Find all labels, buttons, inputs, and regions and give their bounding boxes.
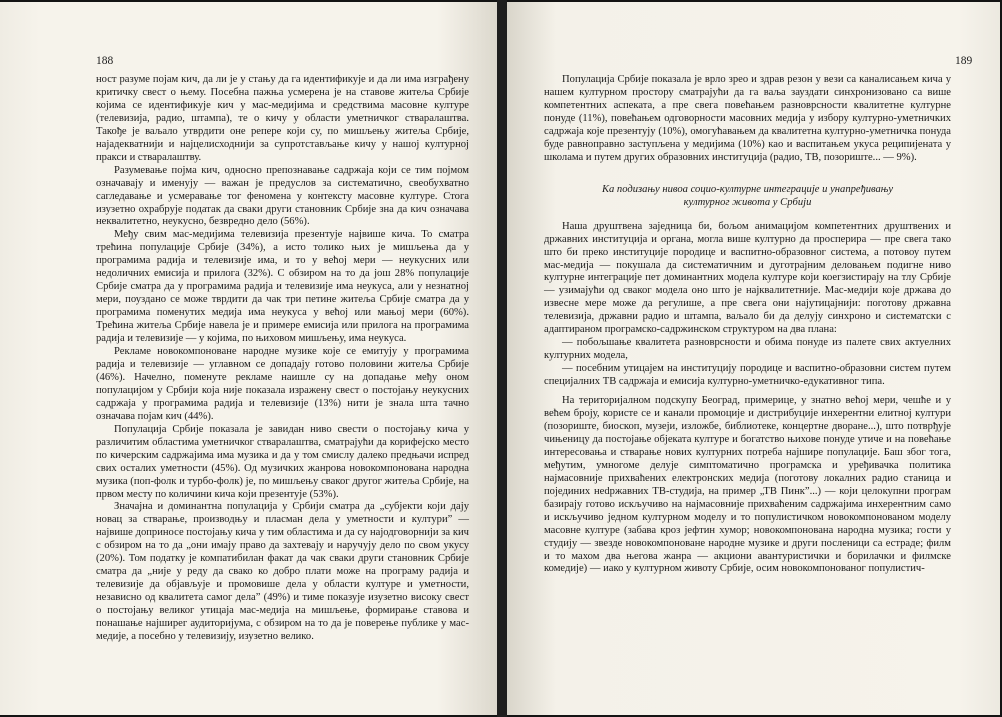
section-heading-line-2: културног живота у Србији — [683, 196, 812, 208]
book-gutter — [497, 0, 507, 717]
right-intro-paragraph: Популација Србије показала је врло зрео и здрав резон у вези са каналисањем кича у нашем културном простору сматрајући да га ваља зауздати синхронизовано са више компетентних аспеката, а пре свега повећањем разноврсности квалитетне културне понуде (11%), повећањем одговорности масовних медија у избору културно-уметничких садржаја које презентују (10%), омогућавањем да квалитетна културно-уметничка понуда буде равноправно заступљена у медијима (10%) као и васпитањем укуса реципијената у школама и путем других образовних институција (радио, ТВ, позориште... — 9%). — [544, 74, 951, 163]
right-page-text — [544, 74, 951, 576]
left-paragraph-1: ност разуме појам кич, да ли је у стању да га идентификује и да ли има изграђену критичку свест о њему. Посебна пажња усмерена је на ставове житеља Србије којима се идентификује кич у мас-медијима и средствима масовне културе (телевизија, радио, штампа), те о кичу у области уметничког стваралаштва. Такође је ваљало утврдити оне репере који су, по мишљењу житеља Србије, најадекватнији и најцелисходнији за супротстављање кичу у нашој културној пракси и стваралаштву. — [96, 74, 469, 163]
left-paragraph-6: Значајна и доминантна популација у Србији сматра да „субјекти који дају новац за стварање, производњу и пласман дела у уметности и култури” — највише доприносе постојању кича у тим областима и да су најодговорнији за кич с обзиром на то да „они имају право да захтевају и наручују дело по свом укусу (20%). Том податку је компатибилан факат да чак сваки други становник Србије сматра да „није у реду да свако ко добро плати може на програму радија и телевизије да објављује и промовише дела у области културе и уметности, независно од квалитета самог дела” (49%) и тиме показује изузетно високу свест о постојању великог утицаја мас-медија на мишљење, формирање ставова и понашање најширег аудиторијума, с обзиром на то да је поверење публике у мас-медије, а посебно у телевизију, изузетно велико. — [96, 501, 469, 642]
left-paragraph-3: Међу свим мас-медијима телевизија презентује највише кича. То сматра трећина популације Србије (34%), а исто толико њих је мишљења да у програмима радија и телевизије има, и то у већој мери — неукусних или недоличних емисија и прилога (32%). С обзиром на то да још 28% популације Србије сматра да у програмима радија и телевизије има неукуса, али у незнатној мери, поуздано се може тврдити да чак три петине житеља Србије сматра да у програмима поменутих медија има неукуса у већој или мањој мери (60%). Трећина житеља Србије навела је и примере емисија или прилога на програмима радија и телевизије — у којима, по њиховом мишљењу, има неукуса. — [96, 229, 469, 345]
section-heading-line-1: Ка подизању нивоа социо-културне интеграције и унапређивању — [601, 183, 894, 195]
left-page-text — [96, 74, 469, 644]
left-page — [0, 2, 497, 715]
page-number-right: 189 — [955, 55, 973, 67]
bullet-item-1: — побољшање квалитета разноврсности и обима понуде из палете свих актуелних културних модела, — [544, 337, 951, 362]
right-page — [507, 2, 1000, 715]
left-paragraph-4: Рекламе новокомпоноване народне музике које се емитују у програмима радија и телевизије — углавном се допадају готово половини житеља Србије (46%). Начелно, поменуте рекламе наишле су на допадање међу оном популацијом у Србији која није показала изражену свест о постојању неукусних садржаја у програмима радија и телевизије (13%) нити је знала шта тачно означава појам кич (44%). — [96, 346, 469, 422]
page-number-left: 188 — [96, 55, 114, 67]
left-paragraph-5: Популација Србије показала је завидан ниво свести о постојању кича у различитим областима уметничког стваралаштва, сматрајући да корифејско место по кичерским садржајима има музика и да у том смислу далеко предњачи испред свих осталих уметности (45%). Од музичких жанрова новокомпонована народна музика (поп-фолк и турбо-фолк) је, по мишљењу сваког другог житеља Србије, на првом месту по количини кича који презентује (53%). — [96, 423, 469, 500]
right-paragraph-1: Наша друштвена заједница би, бољом анимацијом компетентних друштвених и државних институција и органа, могла више културно да просперира — пре свега тако што би преко институције породице и васпитно-образовног система, а потовоу путем мас-медија — покушала да систематичним и дуготрајним деловањем подигне ниво културне интеграције пет доминантних модела културе који коегзистирају на тлу Србије — узимајући од сваког модела оно што је најквалитетније. Мас-медији које држава до извесне мере може да регулише, а пре свега они најутицајнији: поготову државна телевизија, државни радио и штампа, ваљало би да делују синхроно и систематски с адаптираном програмско-садржинском структуром на два плана: — [544, 220, 951, 336]
bullet-item-2: — посебним утицајем на институцију породице и васпитно-образовни систем путем специјалних ТВ садржаја и емисија културно-уметничко-едукативног типа. — [544, 363, 951, 388]
section-heading — [544, 183, 951, 209]
right-paragraph-2: На територијалном подскупу Београд, примерице, у знатно већој мери, чешће и у већем броју, користе се и канали промоције и дистрибуције инхерентни елитној култури (позориште, биоскоп, музеји, изложбе, библиотеке, концертне дворане...), што потврђује чињеницу да постојање објеката културе и богатство њихове понуде утиче и на повећање интересовања и стварање нових културних потреба најшире популације. Баш због тога, међутим, умногоме делује симптоматично програмска и уређивачка политика најмасовније прихваћених електронских медија (поготову локалних радио станица и појединих нedржавних ТВ-студија, на пример „ТВ Пинк”...) — који целокупни програм базирају готово искључиво на најмасовније прихваћеним садржајима инхерентним само и искључиво једном културном моделу и то популистичком новокомпонованом моделу масовне културе (забава кроз јефтин хумор; новокомпонована народна музика; гости у студију — звезде новокомпоноване народне музике и други посленици са естраде; филм и то махом два његова жанра — акциони авантуристички и борилачки и филмске комедије) — иако у културном животу Србије, осим новокомпонованог популистич- — [544, 395, 951, 575]
left-paragraph-2: Разумевање појма кич, односно препознавање садржаја који се тим појмом означавају и именују — важан је предуслов за систематично, свеобухватно сагледавање и усмеравање тог феномена у контексту масовне културе. Стога изузетно охрабрује податак да сваки други становник Србије зна да кич означава неквалитетно, неукусно, безвредно дело (56%). — [96, 164, 469, 228]
